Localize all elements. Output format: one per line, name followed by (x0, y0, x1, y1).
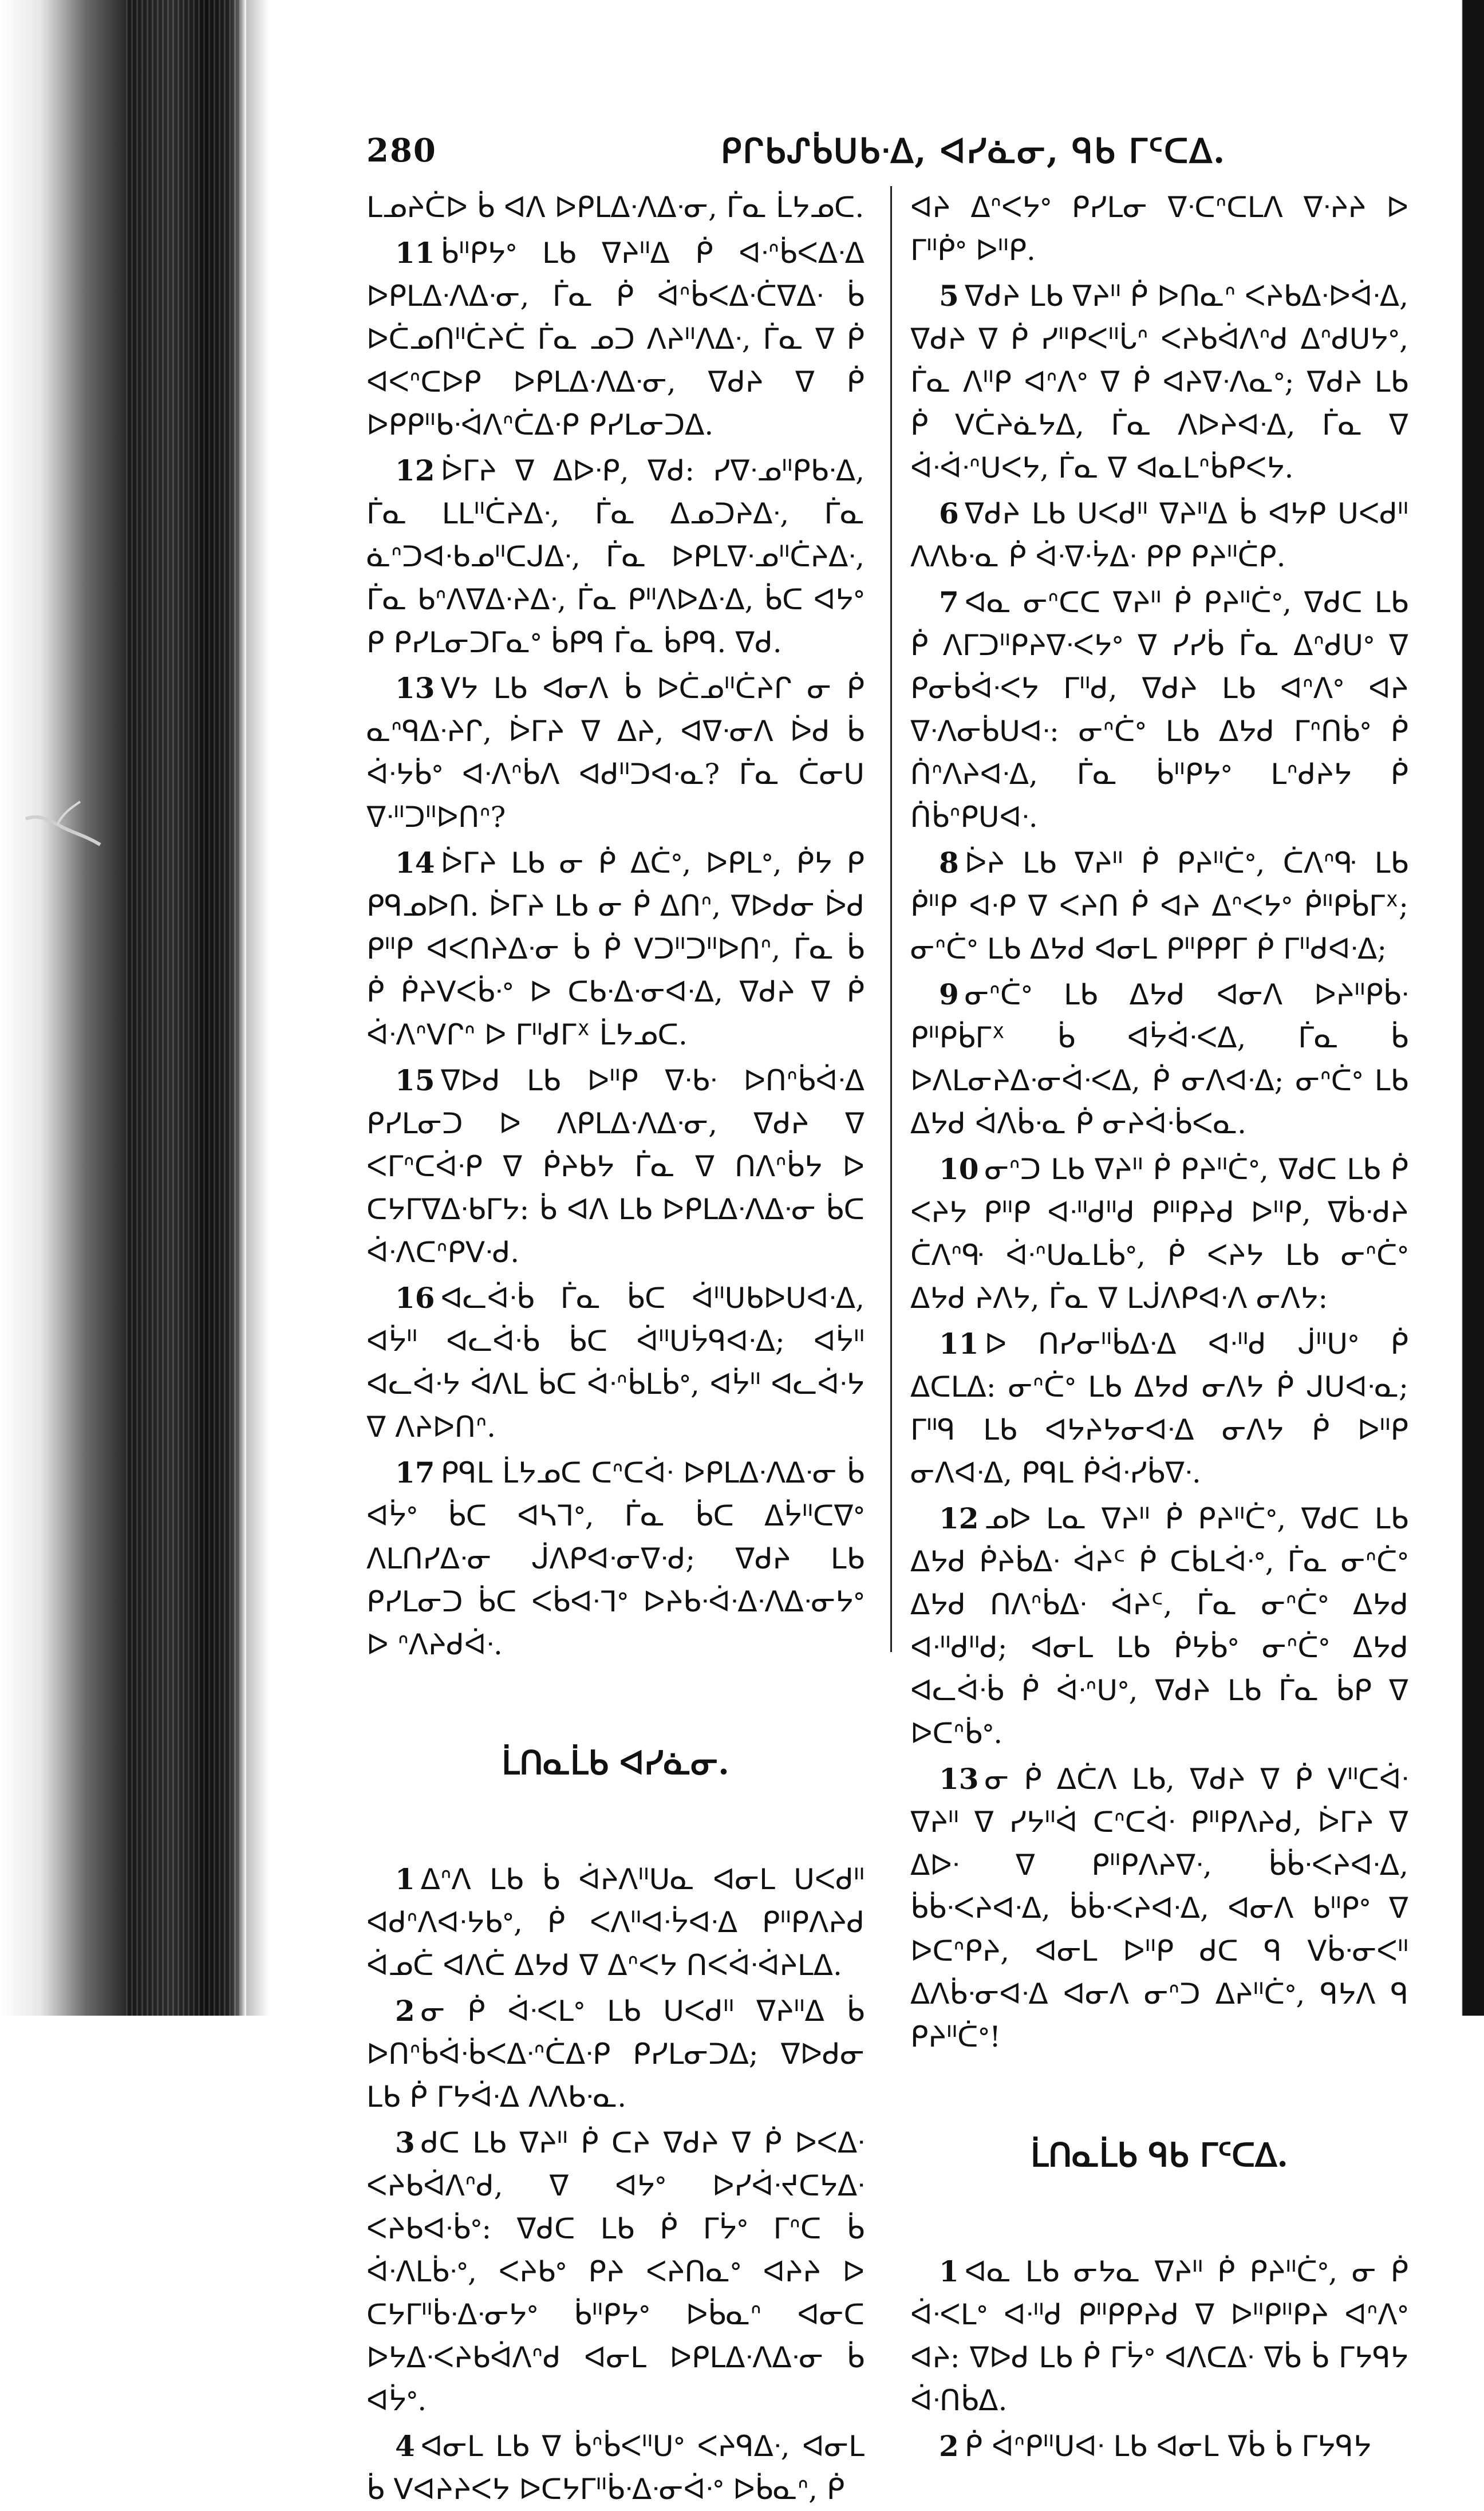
column-divider (890, 186, 892, 1652)
verse-number: 2 (939, 2429, 959, 2463)
left-column-text (366, 186, 865, 2511)
verse-text: ᐆᒥᔨ ᒪᑲ ᓂ ᑮ ᐃᑖᐤ, ᐅᑭᒪᐤ, ᑮᔭ ᑭ ᑭᑫᓄᐅᑎ. ᐆᒥᔨ ᒪᑲ ᓂ ᑮ ᐃᑎᐢ, ᐁᐅᑯᓂ ᐆᑯ ᑭᐦᑭ ᐊᐸᑎᔨᐃᐧᓂ ᑳ ᑮ ᐯᑐᐦᑐᐦᐅᑎᐢ, ᒦᓇ ᑳ ᑮ ᑮᔨᐯᐸᑳᐧᐤ ᐅ ᑕᑲᐧᐃᐧᓂᐊᐧᐃ, ᐁᑯᔨ ᐁ ᑮ ᐋᐧᐱᐢᐯᒋᐢ ᐅ ᒥᐦᑯᒥᕽ ᒫᔭᓄᑕ. (366, 846, 865, 1051)
page-number: 280 (366, 132, 437, 169)
verse-text: ᐆᔨ ᒪᑲ ᐁᔨᐦ ᑮ ᑭᔨᐦᑖᐤ, ᑖᐱᐢᑵ ᒪᑲ ᑮᐦᑭ ᐊᐧᑭ ᐁ ᐸᔨᑎ ᑮ ᐊᔨ ᐃᐢᐸᔭᐤ ᑮᐦᑭᑳᒥᕽ; ᓂᐢᑖᐤ ᒪᑲ ᐃᔭᑯ ᐊᓂᒪ ᑭᐦᑭᑭᒥ ᑮ ᒥᐦᑯᐊᐧᐃ; (910, 846, 1408, 965)
verse (910, 1322, 1408, 1495)
verse-number: 2 (395, 1994, 415, 2028)
spine-texture (126, 0, 240, 2016)
verse (910, 973, 1408, 1145)
verse-text: ᓂ ᑮ ᐋᐧᐸᒪᐤ ᒪᑲ ᑌᐸᑯᐦ ᐁᔨᐦᐃ ᑳ ᐅᑎᐢᑳᐋᐧᑳᐸᐃᐧᐢᑖᐃᐧᑭ ᑭᓯᒪᓂᑐᐃ; ᐁᐅᑯᓂ ᒪᑲ ᑮ ᒥᔭᐋᐧᐃ ᐱᐱᑲᐧᓇ. (366, 1994, 865, 2114)
verse-number: 1 (939, 2254, 959, 2288)
verse-text: ᑭᑫᒪ ᒫᔭᓄᑕ ᑕᐢᑕᐋᐧ ᐅᑭᒪᐃᐧᐱᐃᐧᓂ ᑳ ᐊᔮᐤ ᑳᑕ ᐊᓴᒣᐤ, ᒦᓇ ᑳᑕ ᐃᔮᐦᑕᐁᐤ ᐱᒪᑎᓯᐃᐧᓂ ᒎᐱᑭᐊᐧᓂᐁᐧᑯ; ᐁᑯᔨ ᒪᑲ ᑭᓯᒪᓂᑐ ᑳᑕ ᐸᑳᐊᐧᒣᐤ ᐅᔨᑲᐧᐋᐧᐃᐧᐱᐃᐧᓂᔭᐤ ᐅ ᐢᐱᔨᑯᐋᐧ. (366, 1456, 865, 1661)
verse-text: ᓄᐅ ᒪᓇ ᐁᔨᐦ ᑮ ᑭᔨᐦᑖᐤ, ᐁᑯᑕ ᒪᑲ ᐃᔭᑯ ᑮᔨᑳᐃᐧ ᐋᔨᑦ ᑮ ᑕᑳᒪᐋᐧᐤ, ᒦᓇ ᓂᐢᑖᐤ ᐃᔭᑯ ᑎᐱᐢᑳᐃᐧ ᐋᔨᑦ, ᒦᓇ ᓂᐢᑖᐤ ᐃᔭᑯ ᐊᐧᐦᑯᐦᑯ; ᐊᓂᒪ ᒪᑲ ᑮᔭᑳᐤ ᓂᐢᑖᐤ ᐃᔭᑯ ᐊᓚᐋᐧᑳ ᑮ ᐋᐧᐢᑌᐤ, ᐁᑯᔨ ᒪᑲ ᒦᓇ ᑳᑭ ᐁ ᐅᑕᐢᑳᐤ. (910, 1502, 1408, 1750)
verse-text: ᐊᓚᐋᐧᑳ ᒦᓇ ᑳᑕ ᐋᐦᑌᑲᐅᑌᐊᐧᐃ, ᐊᔮᐦ ᐊᓚᐋᐧᑳ ᑳᑕ ᐋᐦᑌᔮᑫᐊᐧᐃ; ᐊᔮᐦ ᐊᓚᐋᐧᔭ ᐋᐱᒪ ᑳᑕ ᐋᐧᐢᑳᒪᑳᐤ, ᐊᔮᐦ ᐊᓚᐋᐧᔭ ᐁ ᐱᔨᐅᑎᐢ. (366, 1282, 865, 1444)
verse (366, 1276, 865, 1449)
page-header (366, 132, 1408, 183)
verse (366, 231, 865, 447)
verse (910, 186, 1408, 272)
verse-number: 7 (939, 585, 959, 619)
verse-number: 15 (395, 1063, 435, 1097)
verse-text: ᐁᑯᔨ ᒪᑲ ᑌᐸᑯᐦ ᐁᔨᐦᐃ ᑳ ᐊᔭᑭ ᑌᐸᑯᐦ ᐱᐱᑲᐧᓇ ᑮ ᐋᐧᐁᐧᔮᐃᐧ ᑭᑭ ᑭᔨᐦᑖᑭ. (910, 497, 1408, 573)
verse-number: 12 (939, 1501, 979, 1535)
verse-text: ᐊᓇ ᒪᑲ ᓂᔭᓇ ᐁᔨᐦ ᑮ ᑭᔨᐦᑖᐤ, ᓂ ᑮ ᐋᐧᐸᒪᐤ ᐊᐧᐦᑯ ᑭᐦᑭᑭᔨᑯ ᐁ ᐅᐦᑭᐦᑭᔨ ᐊᐢᐱᐤ ᐊᔨ: ᐁᐅᑯ ᒪᑲ ᑮ ᒥᔮᐤ ᐊᐱᑕᐃᐧ ᐁᑳ ᑳ ᒥᔭᑫᔭ ᐋᐧᑎᑳᐃ. (910, 2255, 1408, 2417)
next-page-edge (1458, 0, 1484, 2016)
verse-text: ᐊᓂᒪ ᒪᑲ ᐁ ᑳᐢᑳᐸᐦᑌᐤ ᐸᔨᑫᐃᐧ, ᐊᓂᒪ ᑳ ᐯᐊᔨᔨᐸᔭ ᐅᑕᔭᒥᐦᑳᐧᐃᐧᓂᐋᐧᐤ ᐅᑳᓇᐢ, ᑮ (366, 2430, 865, 2506)
verse (366, 1858, 865, 1987)
verse-number: 9 (939, 977, 959, 1011)
verse (910, 581, 1408, 839)
verse (366, 1989, 865, 2119)
verse-number: 5 (939, 279, 959, 313)
verse (910, 841, 1408, 971)
book-page (366, 103, 1408, 2506)
verse-number: 3 (395, 2126, 415, 2159)
verse-text: ᑳᐦᑭᔭᐤ ᒪᑲ ᐁᔨᐦᐃ ᑮ ᐊᐧᐢᑳᐸᐃᐧᐃ ᐅᑭᒪᐃᐧᐱᐃᐧᓂ, ᒦᓇ ᑮ ᐋᐢᑳᐸᐃᐧᑖᐁᐃᐧ ᑳ ᐅᑖᓄᑎᐦᑖᔨᑖ ᒦᓇ ᓄᑐ ᐱᔨᐦᐱᐃᐧ, ᒦᓇ ᐁ ᑮ ᐊᐸᐢᑕᐅᑭ ᐅᑭᒪᐃᐧᐱᐃᐧᓂ, ᐁᑯᔨ ᐁ ᑮ ᐅᑭᑭᐦᑲᐧᐋᐱᐢᑖᐃᐧᑭ ᑭᓯᒪᓂᑐᐃ. (366, 236, 865, 442)
verse-text: ᐯᔭ ᒪᑲ ᐊᓂᐱ ᑳ ᐅᑖᓄᐦᑖᔨᒋ ᓂ ᑮ ᓇᐢᑫᐃᐧᔨᒋ, ᐆᒥᔨ ᐁ ᐃᔨ, ᐊᐁᐧᓂᐱ ᐆᑯ ᑳ ᐋᐧᔭᑳᐤ ᐊᐧᐱᐢᑳᐱ ᐊᑯᐦᑐᐊᐧᓇ? ᒦᓇ ᑖᓂᑌ ᐁᐧᐦᑐᐦᐅᑎᐢ? (366, 672, 865, 834)
paper-fiber-speck (23, 796, 103, 847)
verse-number: 17 (395, 1456, 435, 1489)
verse-text: ᐊᔨ ᐃᐢᐸᔭᐤ ᑭᓯᒪᓂ ᐁᐧᑕᐢᑕᒪᐱ ᐁᐧᔨᔨ ᐅ ᒥᐦᑮᐤ ᐅᐦᑭ. (910, 191, 1408, 267)
verse (366, 2121, 865, 2422)
section-heading: ᒫᑎᓇᒫᑲ ᐊᓯᓈᓂ. (502, 1744, 729, 1782)
gutter-shadow (246, 0, 269, 2016)
verse-number: 10 (939, 1152, 979, 1186)
verse-number: 4 (395, 2429, 415, 2463)
verse (366, 1059, 865, 1274)
verse-text: ᑮ ᐋᐢᑭᐦᑌᐊᐧ ᒪᑲ ᐊᓂᒪ ᐁᑳ ᑳ ᒥᔭᑫᔭ (964, 2430, 1372, 2463)
verse-text: ᐆᒥᔨ ᐁ ᐃᐅᐧᑭ, ᐁᑯ: ᓯᐁᐧᓄᐦᑭᑲᐧᐃ, ᒦᓇ ᒪᒪᐦᑖᔨᐃᐧ, ᒦᓇ ᐃᓄᑐᔨᐃᐧ, ᒦᓇ ᓈᐢᑐᐊᐧᑲᓄᐦᑕᒍᐃᐧ, ᒦᓇ ᐅᑭᒪᐁᐧᓄᐦᑖᔨᐃᐧ, ᒦᓇ ᑲᐢᐱᐁᐃᐧᔨᐃᐧ, ᒦᓇ ᑭᐦᐱᐅᐃᐧᐃ, ᑳᑕ ᐊᔭᐤ ᑭ ᑭᓯᒪᓂᑐᒥᓇᐤ ᑳᑭᑫ ᒦᓇ ᑳᑭᑫ. ᐁᑯ. (366, 454, 865, 659)
verse-text: ᐊᓇ ᓂᐢᑕᑕ ᐁᔨᐦ ᑮ ᑭᔨᐦᑖᐤ, ᐁᑯᑕ ᒪᑲ ᑮ ᐱᒥᑐᐦᑭᔨᐁᐧᐸᔭᐤ ᐁ ᓯᓯᑳ ᒦᓇ ᐃᐢᑯᑌᐤ ᐁ ᑭᓂᑳᐋᐧᐸᔭ ᒥᐦᑯ, ᐁᑯᔨ ᒪᑲ ᐊᐢᐱᐤ ᐊᔨ ᐁᐧᐱᓂᑳᑌᐊᐧ: ᓂᐢᑖᐤ ᒪᑲ ᐃᔭᑯ ᒥᐢᑎᑳᐤ ᑮ ᑏᐢᐱᔨᐊᐧᐃ, ᒦᓇ ᑳᐦᑭᔭᐤ ᒪᐢᑯᔨᔭ ᑮ ᑏᑳᐢᑭᑌᐊᐧ. (910, 586, 1408, 834)
verse-text: ᓂ ᑮ ᐃᑖᐱ ᒪᑲ, ᐁᑯᔨ ᐁ ᑮ ᐯᐦᑕᐋᐧ ᐁᔨᐦ ᐁ ᓯᔭᐦᐋ ᑕᐢᑕᐋᐧ ᑭᐦᑭᐱᔨᑯ, ᐆᒥᔨ ᐁ ᐃᐅᐧ ᐁ ᑭᐦᑭᐱᔨᐁᐧ, ᑳᑳᐧᐸᔨᐊᐧᐃ, ᑳᑳᐧᐸᔨᐊᐧᐃ, ᑳᑳᐧᐸᔨᐊᐧᐃ, ᐊᓂᐱ ᑲᐦᑭᐤ ᐁ ᐅᑕᐢᑭᔨ, ᐊᓂᒪ ᐅᐦᑭ ᑯᑕ ᑫ ᐯᑳᐧᓂᐸᐦ ᐃᐱᑳᐧᓂᐊᐧᐃ ᐊᓂᐱ ᓂᐢᑐ ᐃᔨᐦᑖᐤ, ᑫᔭᐱ ᑫ ᑭᔨᐦᑖᐤ! (910, 1763, 1408, 2053)
verse (366, 1451, 865, 1666)
verse (910, 1148, 1408, 1320)
verse-text: ᓂᐢᑖᐤ ᒪᑲ ᐃᔭᑯ ᐊᓂᐱ ᐅᔨᐦᑭᑳᐧ ᑭᐦᑭᑳᒥᕽ ᑳ ᐊᔮᐋᐧᐸᐃ, ᒦᓇ ᑳ ᐅᐱᒪᓂᔨᐃᐧᓂᐋᐧᐸᐃ, ᑮ ᓂᐱᐊᐧᐃ; ᓂᐢᑖᐤ ᒪᑲ ᐃᔭᑯ ᐋᐱᑳᐧᓇ ᑮ ᓂᔨᐋᐧᑳᐸᓇ. (910, 978, 1408, 1140)
verse (910, 274, 1408, 490)
verse-number: 8 (939, 846, 959, 880)
verse (366, 841, 865, 1057)
verse (366, 449, 865, 664)
right-column-text (910, 186, 1408, 2468)
verse-number: 13 (939, 1762, 979, 1796)
verse (366, 667, 865, 839)
verse (366, 2425, 865, 2511)
verse-number: 12 (395, 454, 435, 487)
verse-text: ᐃᐢᐱ ᒪᑲ ᑳ ᐋᔨᐱᐦᑌᓇ ᐊᓂᒪ ᑌᐸᑯᐦ ᐊᑯᐢᐱᐊᐧᔭᑲᐤ, ᑮ ᐸᐱᐦᐊᐧᔮᐊᐧᐃ ᑭᐦᑭᐱᔨᑯ ᐋᓄᑖ ᐊᐱᑖ ᐃᔭᑯ ᐁ ᐃᐢᐸᔭ ᑎᐸᐋᐧᐋᔨᒪᐃ. (366, 1863, 865, 1982)
verse-text: ᑯᑕ ᒪᑲ ᐁᔨᐦ ᑮ ᑕᔨ ᐁᑯᔨ ᐁ ᑮ ᐅᐸᐃᐧ ᐸᔨᑲᐋᐱᐢᑯ, ᐁ ᐊᔭᐤ ᐅᓯᐋᐧᔪᑕᔭᐃᐧ ᐸᔨᑲᐊᐧᑳᐤ: ᐁᑯᑕ ᒪᑲ ᑮ ᒥᔮᐤ ᒥᐢᑕ ᑳ ᐋᐧᐱᒪᑳᐧᐤ, ᐸᔨᑲᐤ ᑭᔨ ᐸᔨᑎᓇᐤ ᐊᔨᔨ ᐅ ᑕᔭᒥᐦᑳᐧᐃᐧᓂᔭᐤ ᑳᐦᑭᔭᐤ ᐅᑳᓇᐢ ᐊᓂᑕ ᐅᔭᐃᐧᐸᔨᑲᐋᐱᐢᑯ ᐊᓂᒪ ᐅᑭᒪᐃᐧᐱᐃᐧᓂ ᑳ ᐊᔮᐤ. (366, 2126, 865, 2417)
verse (910, 1497, 1408, 1755)
verse-number: 1 (395, 1862, 415, 1896)
left-column (366, 186, 865, 2506)
verse (366, 186, 865, 229)
book-spine-shadow (0, 0, 246, 2016)
verse-text: ᒪᓄᔨᑖᐅ ᑳ ᐊᐱ ᐅᑭᒪᐃᐧᐱᐃᐧᓂ, ᒦᓇ ᒫᔭᓄᑕ. (366, 191, 865, 224)
verse (910, 2425, 1408, 2468)
verse (910, 1757, 1408, 2059)
verse-text: ᓂᐢᑐ ᒪᑲ ᐁᔨᐦ ᑮ ᑭᔨᐦᑖᐤ, ᐁᑯᑕ ᒪᑲ ᑮ ᐸᔨᔭ ᑭᐦᑭ ᐊᐧᐦᑯᐦᑯ ᑭᐦᑭᔨᑯ ᐅᐦᑭ, ᐁᑳᐧᑯᔨ ᑖᐱᐢᑵ ᐋᐧᐢᑌᓇᒪᑳᐤ, ᑮ ᐸᔨᔭ ᒪᑲ ᓂᐢᑖᐤ ᐃᔭᑯ ᔨᐱᔭ, ᒦᓇ ᐁ ᒪᒎᐱᑭᐊᐧᐱ ᓂᐱᔭ: (910, 1153, 1408, 1315)
verse (910, 492, 1408, 578)
verse-text: ᐁᐅᑯ ᒪᑲ ᐅᐦᑭ ᐁᐧᑲᐧ ᐅᑎᐢᑳᐋᐧᐃ ᑭᓯᒪᓂᑐ ᐅ ᐱᑭᒪᐃᐧᐱᐃᐧᓂ, ᐁᑯᔨ ᐁ ᐸᒥᐢᑕᐋᐧᑭ ᐁ ᑮᔨᑲᔭ ᒦᓇ ᐁ ᑎᐱᐢᑳᔭ ᐅ ᑕᔭᒥᐁᐃᐧᑲᒥᔭ: ᑳ ᐊᐱ ᒪᑲ ᐅᑭᒪᐃᐧᐱᐃᐧᓂ ᑳᑕ ᐋᐧᐱᑕᐢᑭᐯᐧᑯ. (366, 1064, 865, 1269)
running-head: ᑭᒋᑲᔑᑳᑌᑲᐧᐃ, ᐊᓯᓈᓂ, ᑫᑲ ᒥᑦᑕᐃ. (720, 132, 1226, 171)
verse-number: 16 (395, 1281, 435, 1315)
verse-text: ᐅ ᑎᓯᓂᐦᑳᐃᐧᐃ ᐊᐧᐦᑯ ᒎᐦᑌᐤ ᑮ ᐃᑕᒪᐃ: ᓂᐢᑖᐤ ᒪᑲ ᐃᔭᑯ ᓂᐱᔭ ᑮ ᒍᑌᐊᐧᓇ; ᒥᐦᑫ ᒪᑲ ᐊᔭᔨᔭᓂᐊᐧᐃ ᓂᐱᔭ ᑮ ᐅᐦᑭ ᓂᐱᐊᐧᐃ, ᑭᑫᒪ ᑮᐋᐧᓯᑳᐁᐧ. (910, 1327, 1408, 1489)
verse-number: 11 (395, 236, 435, 270)
verse-number: 14 (395, 846, 435, 880)
section-heading: ᒫᑎᓇᒫᑲ ᑫᑲ ᒥᑦᑕᐃ. (1031, 2136, 1288, 2174)
verse-number: 11 (939, 1327, 979, 1361)
verse-text: ᐁᑯᔨ ᒪᑲ ᐁᔨᐦ ᑮ ᐅᑎᓇᐢ ᐸᔨᑲᐃᐧᐅᐋᐧᐃ, ᐁᑯᔨ ᐁ ᑮ ᓯᐦᑭᐸᐦᒑᐢ ᐸᔨᑲᐋᐱᐢᑯ ᐃᐢᑯᑌᔭᐤ, ᒦᓇ ᐱᐦᑭ ᐊᐢᐱᐤ ᐁ ᑮ ᐊᔨᐁᐧᐱᓇᐤ; ᐁᑯᔨ ᒪᑲ ᑮ ᐯᑖᔨᓈᔭᐃ, ᒦᓇ ᐱᐅᔨᐊᐧᐃ, ᒦᓇ ᐁ ᐋᐧᐋᐧᐢᑌᐸᔭ, ᒦᓇ ᐁ ᐊᓇᒪᐢᑳᑭᐸᔭ. (910, 279, 1408, 484)
verse-number: 13 (395, 671, 435, 705)
right-column (910, 186, 1408, 2463)
verse-number: 6 (939, 496, 959, 530)
verse (910, 2250, 1408, 2422)
